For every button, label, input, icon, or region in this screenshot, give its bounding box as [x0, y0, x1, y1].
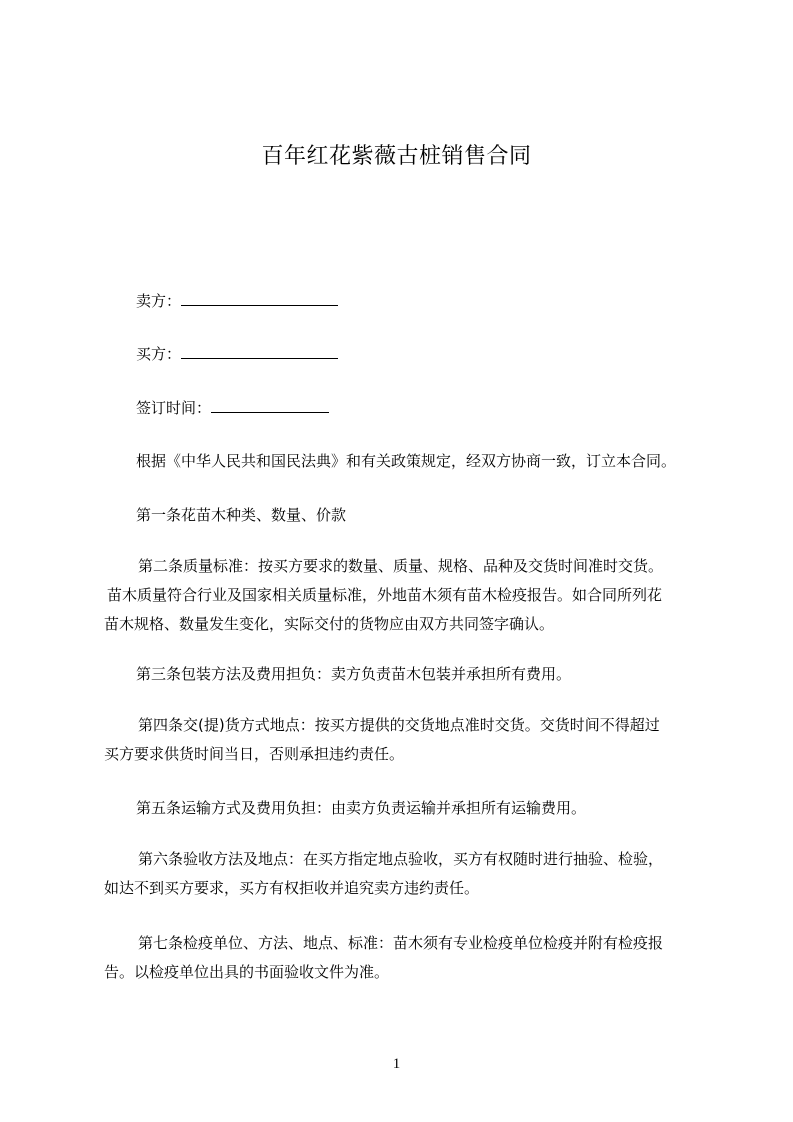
- page-number: 1: [392, 1056, 401, 1072]
- article-5-text: 第五条运输方式及费用负担：由卖方负责运输并承担所有运输费用。: [136, 799, 587, 817]
- article-3-text: 第三条包装方法及费用担负：卖方负责苗木包装并承担所有费用。: [136, 665, 572, 683]
- buyer-blank-line: [181, 343, 338, 359]
- article-1-paragraph: [104, 501, 708, 530]
- article-1-text: 第一条花苗木种类、数量、价款: [136, 506, 347, 524]
- seller-blank-line: [181, 290, 338, 306]
- article-6-line-2: 如达不到买方要求，买方有权拒收并追究卖方违约责任。: [104, 879, 480, 897]
- article-4-line-1: 第四条交(提)货方式地点：按买方提供的交货地点准时交货。交货时间不得超过: [138, 716, 660, 734]
- article-7-paragraph: [104, 929, 708, 987]
- signing-date-blank-line: [211, 397, 329, 413]
- seller-label: 卖方：: [136, 292, 182, 310]
- article-3-paragraph: [104, 660, 708, 689]
- article-2-paragraph: [104, 552, 708, 639]
- article-7-line-2: 告。以检疫单位出具的书面验收文件为准。: [104, 963, 390, 981]
- article-2-line-1: 第二条质量标准：按买方要求的数量、质量、规格、品种及交货时间准时交货。: [138, 557, 664, 575]
- article-4-line-2: 买方要求供货时间当日，否则承担违约责任。: [104, 745, 405, 763]
- article-7-line-1: 第七条检疫单位、方法、地点、标准：苗木须有专业检疫单位检疫并附有检疫报: [138, 934, 664, 952]
- article-2-line-3: 苗木规格、数量发生变化，实际交付的货物应由双方共同签字确认。: [104, 615, 555, 633]
- document-title: 百年红花紫薇古桩销售合同: [261, 144, 532, 169]
- signing-date-label: 签订时间：: [136, 399, 212, 417]
- buyer-field: [104, 340, 708, 369]
- preamble-text: 根据《中华人民共和国民法典》和有关政策规定，经双方协商一致，订立本合同。: [136, 452, 677, 470]
- article-6-line-1: 第六条验收方法及地点：在买方指定地点验收，买方有权随时进行抽验、检验，: [138, 850, 664, 868]
- article-4-paragraph: [104, 711, 708, 769]
- seller-field: [104, 287, 708, 316]
- buyer-label: 买方：: [136, 345, 182, 363]
- preamble-paragraph: [104, 447, 708, 476]
- article-5-paragraph: [104, 794, 708, 823]
- signing-date-field: [104, 394, 708, 423]
- article-6-paragraph: [104, 845, 708, 903]
- article-2-line-2: 苗木质量符合行业及国家相关质量标准，外地苗木须有苗木检疫报告。如合同所列花: [107, 586, 663, 604]
